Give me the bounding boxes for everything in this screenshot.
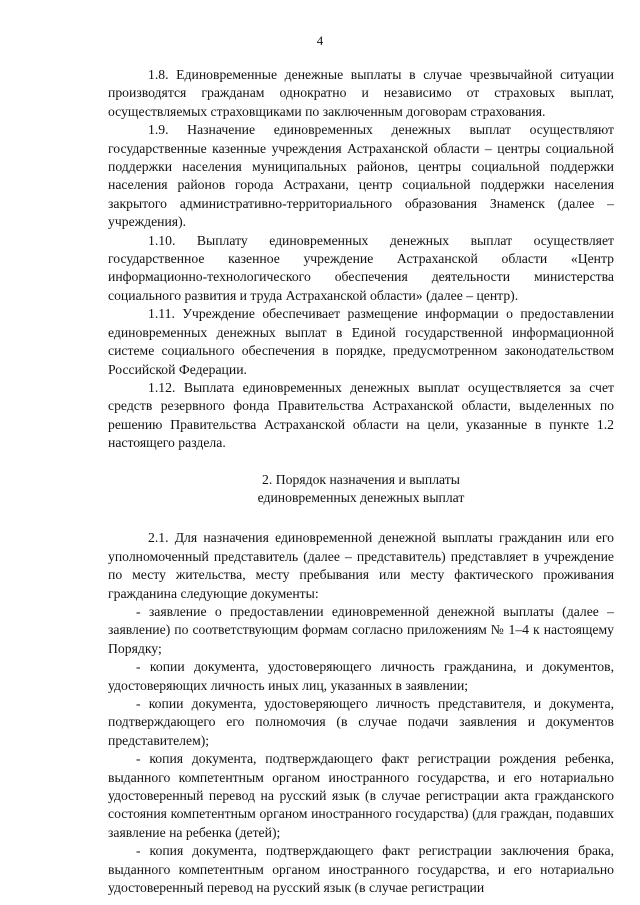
section-heading-line-2: единовременных денежных выплат — [257, 489, 465, 505]
paragraph-1-11: 1.11. Учреждение обеспечивает размещение информации о предоставлении единовременных денежных выплат в Единой государственной информационной системе социального обеспечения в порядке, предусмотренном законодательством Российской Федерации. — [108, 306, 614, 377]
paragraph-1-9: 1.9. Назначение единовременных денежных выплат осуществляют государственные казенные учреждения Астраханской области – центры социальной поддержки населения муниципальных районов, центры социальной поддержки населения районов города Астрахани, центр социальной поддержки населения закрытого административно-территориального образования Знаменск (далее – учреждения). — [108, 122, 614, 230]
list-item: - копия документа, подтверждающего факт регистрации заключения брака, выданного компетентным органом иностранного государства, и его нотариально удостоверенный перевод на русский язык (в случае регистрации — [108, 843, 614, 896]
paragraph-2-1: 2.1. Для назначения единовременной денежной выплаты гражданин или его уполномоченный представитель (далее – представитель) представляет в учреждение по месту жительства, месту пребывания или месту фактического проживания гражданина следующие документы: — [108, 530, 614, 601]
list-item: - копия документа, подтверждающего факт регистрации рождения ребенка, выданного компетентным органом иностранного государства, и его нотариально удостоверенный перевод на русский язык (в случае регистрации акта гражданского состояния компетентным органом иностранного государства) (для граждан, подавших заявление на ребенка (детей); — [108, 751, 614, 840]
list-item: - копии документа, удостоверяющего личность гражданина, и документов, удостоверяющих личность иных лиц, указанных в заявлении; — [108, 659, 614, 693]
section-heading-line-1: 2. Порядок назначения и выплаты — [262, 471, 460, 487]
list-item: - копии документа, удостоверяющего личность представителя, и документа, подтверждающего его полномочия (в случае подачи заявления и документов представителем); — [108, 696, 614, 748]
list-item: - заявление о предоставлении единовременной денежной выплаты (далее – заявление) по соответствующим формам согласно приложениям № 1–4 к настоящему Порядку; — [108, 603, 614, 656]
paragraph-1-12: 1.12. Выплата единовременных денежных выплат осуществляется за счет средств резервного фонда Правительства Астраханской области, выделенных по решению Правительства Астраханской области на цели, указанные в пункте 1.2 настоящего раздела. — [108, 379, 614, 451]
paragraph-1-8: 1.8. Единовременные денежные выплаты в случае чрезвычайной ситуации производятся гражданам однократно и независимо от страховых выплат, осуществляемых страховщиками по заключенным договорам страхования. — [108, 67, 614, 119]
page-number: 4 — [316, 33, 324, 48]
section-heading — [108, 471, 614, 508]
paragraph-1-10: 1.10. Выплату единовременных денежных выплат осуществляет государственное казенное учреждение Астраханской области «Центр информационно-технологического обеспечения деятельности министерства социального развития и труда Астраханской области» (далее – центр). — [108, 232, 614, 303]
document-body — [108, 66, 614, 897]
